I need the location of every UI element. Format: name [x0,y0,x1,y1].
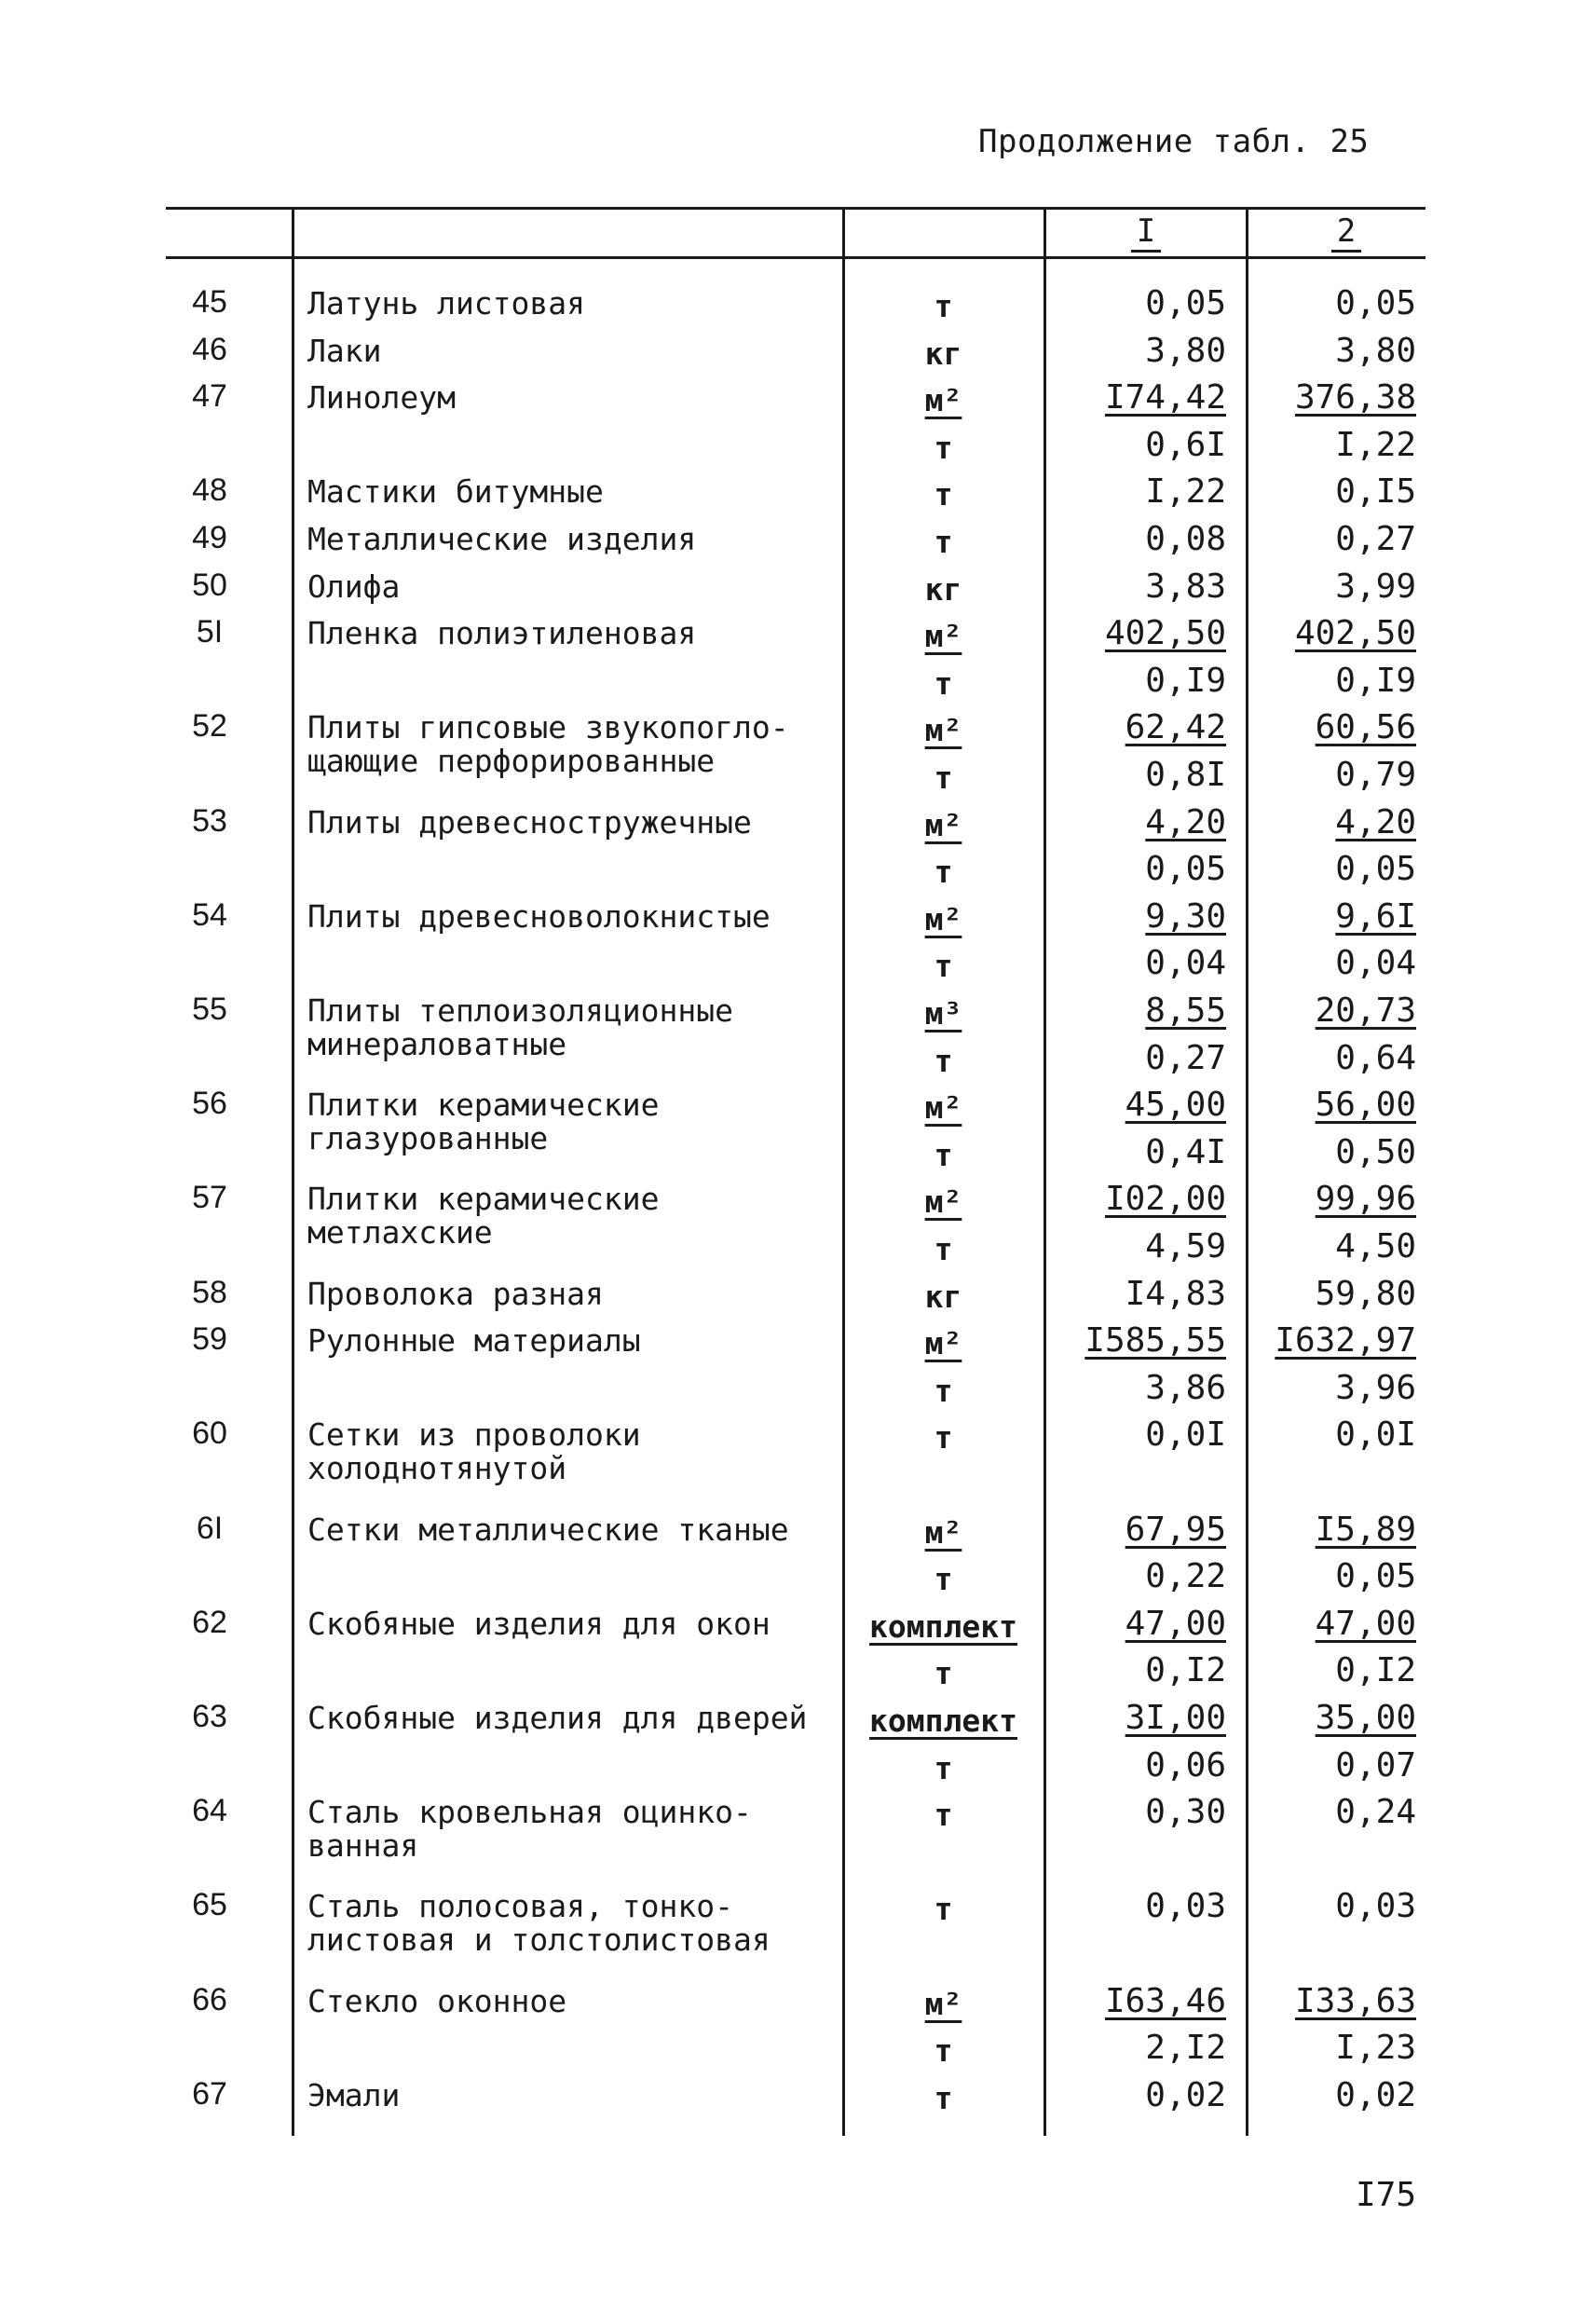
material-name-line: ванная [307,1827,419,1865]
unit: м² [924,1513,962,1551]
material-name [307,1982,866,2019]
material-name-line: Скобяные изделия для дверей [307,1700,808,1736]
material-name [307,897,866,935]
row-number: 47 [192,378,227,415]
row-number: 62 [192,1604,227,1640]
unit: м² [924,1089,962,1127]
material-name [307,1183,866,1250]
row-number: 66 [192,1981,227,2017]
value-col2: 0,05 [1335,1557,1416,1596]
row-number: 67 [192,2075,227,2112]
value-col2: 0,24 [1335,1793,1416,1832]
value-col2: 0,05 [1335,284,1416,322]
value-col1: 47,00 [1125,1604,1226,1643]
unit: т [934,476,953,513]
value-col2: 0,50 [1335,1132,1416,1171]
value-col2: I33,63 [1294,1981,1416,2020]
unit: м² [924,712,962,749]
value-col1: 0,8I [1145,756,1226,794]
value-col1: 0,06 [1145,1745,1226,1785]
value-col2: 0,07 [1335,1745,1416,1785]
material-name [307,1088,866,1156]
value-col2: 402,50 [1294,614,1416,653]
material-name [307,1796,866,1863]
value-col1: 0,03 [1145,1887,1226,1926]
unit: м² [924,806,962,843]
row-number: 59 [192,1321,227,1358]
material-name-line: Рулонные материалы [307,1322,641,1360]
value-col1: 0,22 [1145,1557,1226,1596]
row-number: 50 [192,567,227,603]
value-col1: 402,50 [1104,614,1226,653]
page-number: I75 [1356,2176,1417,2214]
value-col1: 4,20 [1145,802,1226,841]
material-name [307,567,866,605]
material-name-line: Латунь листовая [307,285,586,321]
value-col2: 35,00 [1315,1699,1416,1737]
value-col1: 67,95 [1125,1510,1226,1549]
value-col2: 0,79 [1335,756,1416,794]
value-col2: 0,I9 [1335,661,1416,700]
unit: т [934,854,953,891]
material-name-line: Сталь полосовая, тонко- [307,1888,733,1925]
row-number: 57 [192,1180,227,1216]
material-name-line: Плиты теплоизоляционные [307,992,733,1029]
material-name-line: Скобяные изделия для окон [307,1605,771,1642]
row-number: 52 [192,708,227,745]
material-name-line: Стекло оконное [307,1982,567,2019]
value-col1: 4,59 [1145,1227,1226,1265]
value-col2: 3,99 [1335,567,1416,606]
material-name [307,994,866,1061]
material-name-line: Плиты гипсовые звукопогло- [307,709,789,746]
unit: кг [924,1278,962,1315]
unit: т [934,1136,953,1173]
value-col2: 376,38 [1294,378,1416,417]
material-name-line: минераловатные [307,1026,567,1062]
value-col1: 3I,00 [1125,1699,1226,1737]
row-number: 45 [192,284,227,320]
material-name-line: Лаки [307,332,382,369]
unit: кг [924,335,962,372]
row-number: 65 [192,1887,227,1923]
material-name [307,332,866,369]
material-name-line: Сетки металлические тканые [307,1511,789,1548]
material-name [307,803,866,841]
value-col2: 59,80 [1315,1274,1416,1313]
value-col2: 4,50 [1335,1227,1416,1265]
value-col2: 56,00 [1315,1086,1416,1125]
unit: м² [924,618,962,655]
row-number: 55 [192,991,227,1027]
value-col1: 3,86 [1145,1368,1226,1407]
material-name [307,2076,866,2113]
value-col2: 0,64 [1335,1038,1416,1077]
unit: т [934,1561,953,1598]
value-col2: 0,27 [1335,520,1416,558]
material-name [307,1607,866,1641]
material-name [307,711,866,778]
value-col2: 4,20 [1335,802,1416,841]
material-name-line: Плитки керамические [307,1181,660,1218]
value-col2: 99,96 [1315,1180,1416,1219]
unit: т [934,2079,953,2116]
unit: т [934,1891,953,1928]
value-col1: 3,80 [1145,331,1226,370]
material-name-line: листовая и толстолистовая [307,1921,771,1959]
value-col2: 9,6I [1335,896,1416,936]
value-col2: 47,00 [1315,1604,1416,1643]
material-name-line: Эмали [307,2076,401,2113]
value-col1: 0,05 [1145,850,1226,889]
material-name-line: Сетки из проволоки [307,1416,641,1454]
material-name-line: холоднотянутой [307,1450,567,1487]
unit: т [934,2032,953,2070]
value-col2: 0,02 [1335,2075,1416,2114]
row-number: 6I [196,1510,224,1546]
value-col1: 45,00 [1125,1086,1226,1125]
unit: м³ [924,995,962,1032]
unit: т [934,664,953,702]
value-col1: I74,42 [1104,378,1226,417]
unit: т [934,1655,953,1692]
value-col1: 0,30 [1145,1793,1226,1832]
value-col2: I,23 [1335,2029,1416,2068]
value-col1: 0,I9 [1145,661,1226,700]
material-name-line: Олифа [307,567,401,605]
material-name [307,381,866,415]
value-col2: 0,05 [1335,850,1416,889]
unit: м² [924,1325,962,1362]
material-name-line: Пленка полиэтиленовая [307,615,697,652]
unit: кг [924,570,962,608]
material-name-line: Линолеум [307,379,456,417]
row-number: 60 [192,1415,227,1452]
unit: м² [924,382,962,419]
material-name-line: Плиты древесноволокнистые [307,897,771,935]
value-col1: I,22 [1145,472,1226,512]
material-name [307,1890,866,1957]
value-col1: 8,55 [1145,991,1226,1030]
column-header-2-label: 2 [1331,212,1361,253]
material-name-line: Плитки керамические [307,1087,660,1124]
value-col2: 0,I2 [1335,1651,1416,1690]
material-name-line: Сталь кровельная оцинко- [307,1794,752,1831]
value-col2: 3,96 [1335,1368,1416,1407]
unit: м² [924,1183,962,1221]
unit: т [934,429,953,466]
value-col1: I4,83 [1125,1274,1226,1313]
row-number: 56 [192,1086,227,1122]
value-col1: 0,I2 [1145,1651,1226,1690]
value-col2: 3,80 [1335,331,1416,370]
material-name-line: Металлические изделия [307,521,697,557]
value-col1: I02,00 [1104,1180,1226,1219]
material-name [307,1513,866,1547]
unit: т [934,1372,953,1409]
material-name [307,617,866,650]
value-col1: 0,0I [1145,1415,1226,1455]
unit: комплект [869,1607,1017,1645]
material-name-line: щающие перфорированные [307,743,716,780]
material-name-line: Плиты древесностружечные [307,803,752,841]
row-number: 58 [192,1274,227,1310]
value-col1: 0,04 [1145,944,1226,983]
row-number: 48 [192,472,227,509]
material-name-line: метлахские [307,1214,493,1251]
material-name [307,1324,866,1358]
row-number: 5I [196,614,224,650]
value-col2: I5,89 [1315,1510,1416,1549]
unit: т [934,524,953,560]
value-col2: I632,97 [1275,1321,1416,1361]
material-name [307,1418,866,1485]
value-col1: 0,08 [1145,520,1226,558]
value-col1: I585,55 [1084,1321,1226,1361]
value-col1: 62,42 [1125,708,1226,747]
unit: т [934,1419,953,1456]
material-name-line: глазурованные [307,1120,549,1157]
value-col1: 0,02 [1145,2075,1226,2114]
material-name-line: Мастики битумные [307,473,604,511]
value-col2: 0,04 [1335,944,1416,983]
table-caption: Продолжение табл. 25 [978,123,1370,160]
material-name [307,1702,866,1735]
value-col1: I63,46 [1104,1981,1226,2020]
value-col1: 0,6I [1145,425,1226,464]
value-col1: 9,30 [1145,896,1226,936]
value-col1: 3,83 [1145,567,1226,606]
material-name-line: Проволока разная [307,1275,604,1312]
material-name [307,475,866,509]
unit: м² [924,900,962,937]
material-name [307,1275,866,1312]
value-col2: 20,73 [1315,991,1416,1030]
material-name [307,287,866,321]
value-col1: 2,I2 [1145,2029,1226,2068]
unit: т [934,1797,953,1834]
row-number: 49 [192,520,227,555]
unit: т [934,1749,953,1786]
value-col2: 60,56 [1315,708,1416,747]
value-col1: 0,4I [1145,1132,1226,1171]
value-col1: 0,05 [1145,284,1226,322]
row-number: 46 [192,331,227,367]
unit: т [934,1042,953,1079]
unit: т [934,1231,953,1267]
value-col2: 0,0I [1335,1415,1416,1455]
unit: комплект [869,1702,1017,1739]
unit: т [934,948,953,985]
unit: м² [924,1985,962,2022]
column-header-1-label: I [1131,212,1161,253]
material-name [307,523,866,556]
value-col2: 0,03 [1335,1887,1416,1926]
value-col2: I,22 [1335,425,1416,464]
row-number: 54 [192,896,227,933]
row-number: 53 [192,802,227,839]
row-number: 63 [192,1699,227,1734]
value-col1: 0,27 [1145,1038,1226,1077]
row-number: 64 [192,1793,227,1829]
unit: т [934,759,953,796]
value-col2: 0,I5 [1335,472,1416,512]
unit: т [934,288,953,324]
